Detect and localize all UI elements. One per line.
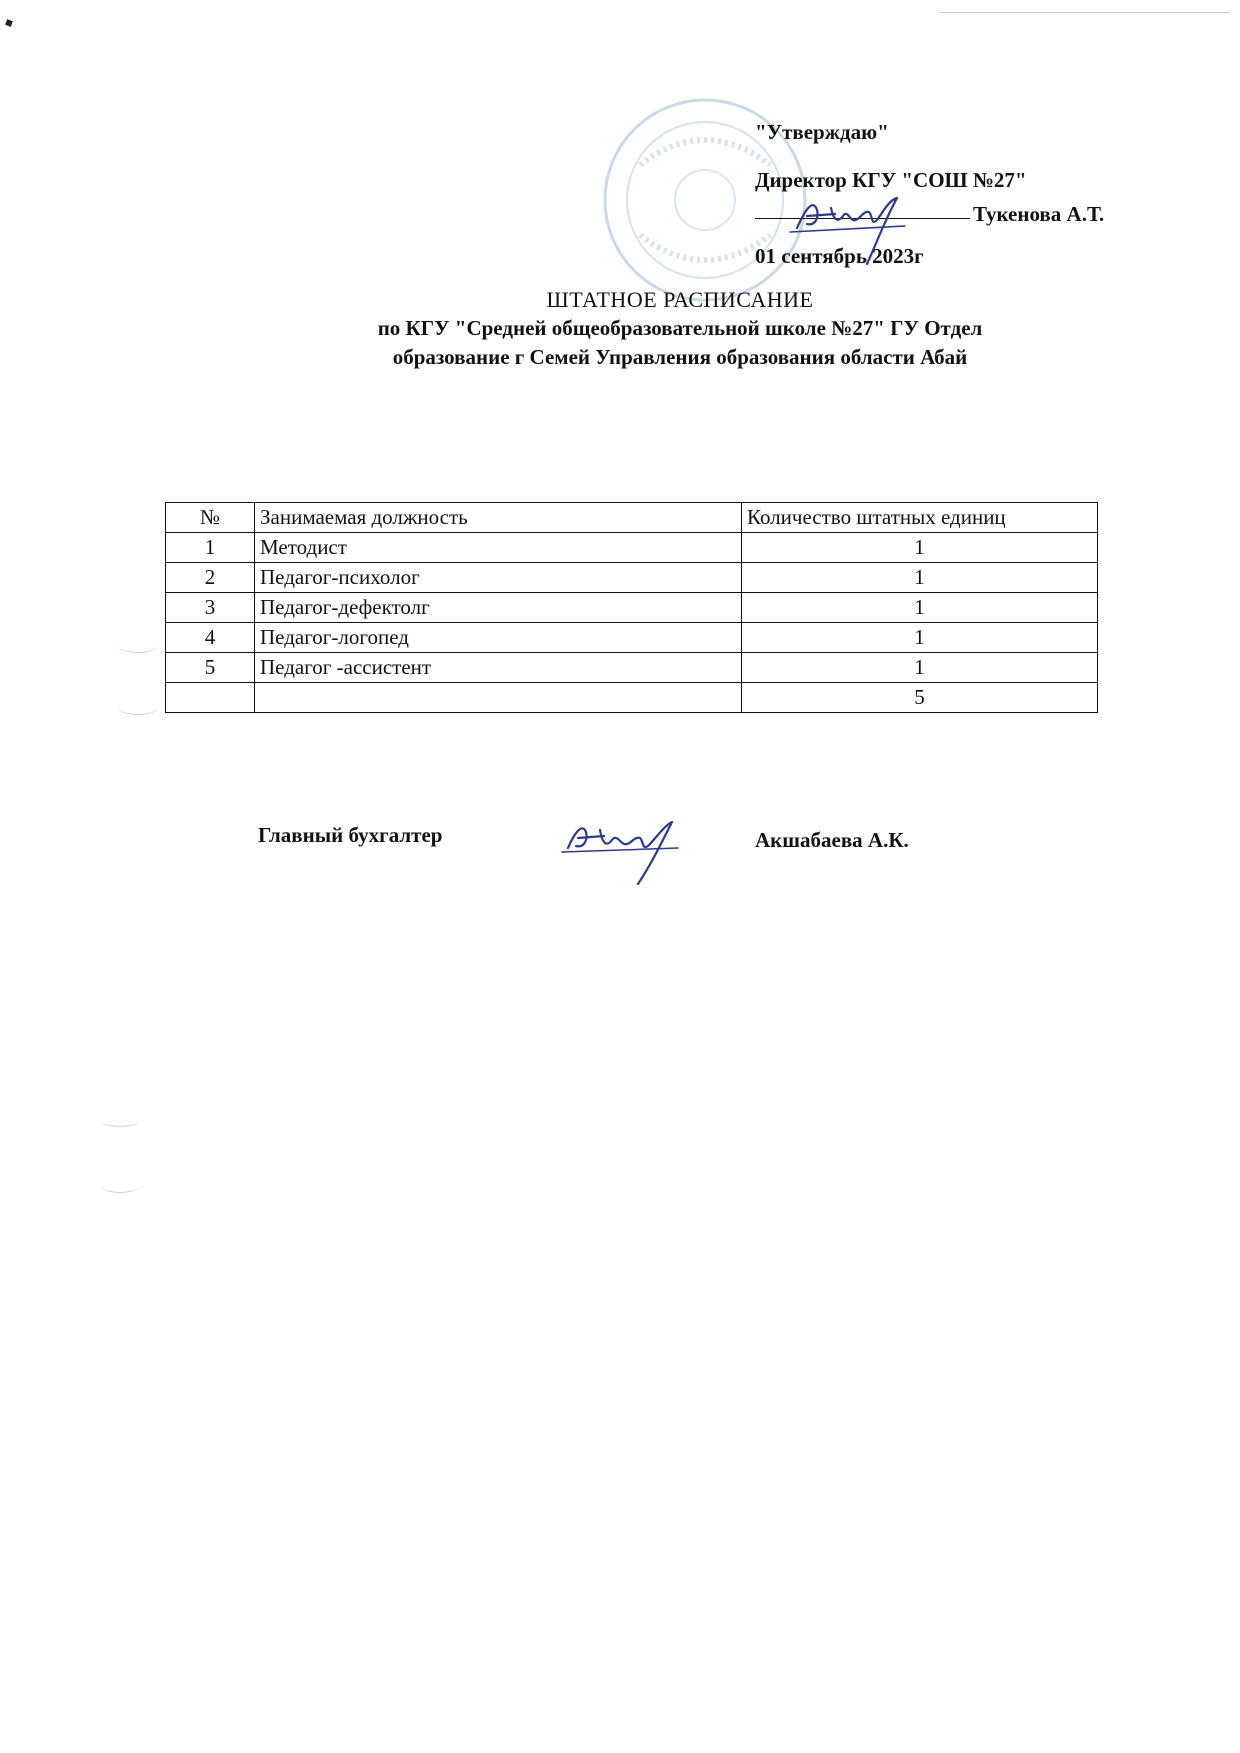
accountant-name: Акшабаева А.К.: [755, 828, 909, 852]
row-number: 2: [166, 563, 255, 593]
row-position: Педагог-дефектолг: [255, 593, 742, 623]
row-number: 1: [166, 533, 255, 563]
director-signature: [785, 180, 935, 270]
table-row: [166, 533, 1098, 563]
staffing-table: [165, 502, 1098, 713]
table-header-row: [166, 503, 1098, 533]
total-number: [166, 683, 255, 713]
title-main: ШТАТНОЕ РАСПИСАНИЕ: [546, 287, 814, 312]
punch-hole-mark: [118, 700, 158, 715]
row-number: 5: [166, 653, 255, 683]
director-name: Тукенова А.Т.: [973, 202, 1105, 226]
title-line-3: образование г Семей Управления образования области Абай: [392, 345, 968, 369]
punch-hole-mark: [100, 1112, 140, 1127]
approve-word: "Утверждаю": [755, 120, 889, 144]
document-title: [250, 285, 1110, 372]
table-row: [166, 563, 1098, 593]
accountant-signature: [560, 808, 710, 888]
director-title: Директор КГУ "СОШ №27": [755, 168, 1027, 192]
row-position: Педагог-логопед: [255, 623, 742, 653]
table-row: [166, 593, 1098, 623]
row-quantity: 1: [742, 653, 1098, 683]
table-row: [166, 623, 1098, 653]
punch-hole-mark: [100, 1178, 140, 1193]
scan-corner-mark: [5, 19, 13, 27]
row-position: Педагог-психолог: [255, 563, 742, 593]
row-number: 3: [166, 593, 255, 623]
header-position: Занимаемая должность: [255, 503, 742, 533]
header-quantity: Количество штатных единиц: [742, 503, 1098, 533]
row-quantity: 1: [742, 563, 1098, 593]
total-quantity: 5: [742, 683, 1098, 713]
row-quantity: 1: [742, 533, 1098, 563]
header-number: №: [166, 503, 255, 533]
table-total-row: [166, 683, 1098, 713]
punch-hole-mark: [118, 638, 158, 653]
row-number: 4: [166, 623, 255, 653]
scan-edge-line: [940, 12, 1230, 13]
title-line-2: по КГУ "Средней общеобразовательной школе №27" ГУ Отдел: [377, 316, 983, 340]
accountant-label: Главный бухгалтер: [258, 823, 443, 847]
total-position: [255, 683, 742, 713]
approval-date: 01 сентябрь 2023г: [755, 244, 924, 268]
row-position: Методист: [255, 533, 742, 563]
table-row: [166, 653, 1098, 683]
row-position: Педагог -ассистент: [255, 653, 742, 683]
row-quantity: 1: [742, 593, 1098, 623]
row-quantity: 1: [742, 623, 1098, 653]
